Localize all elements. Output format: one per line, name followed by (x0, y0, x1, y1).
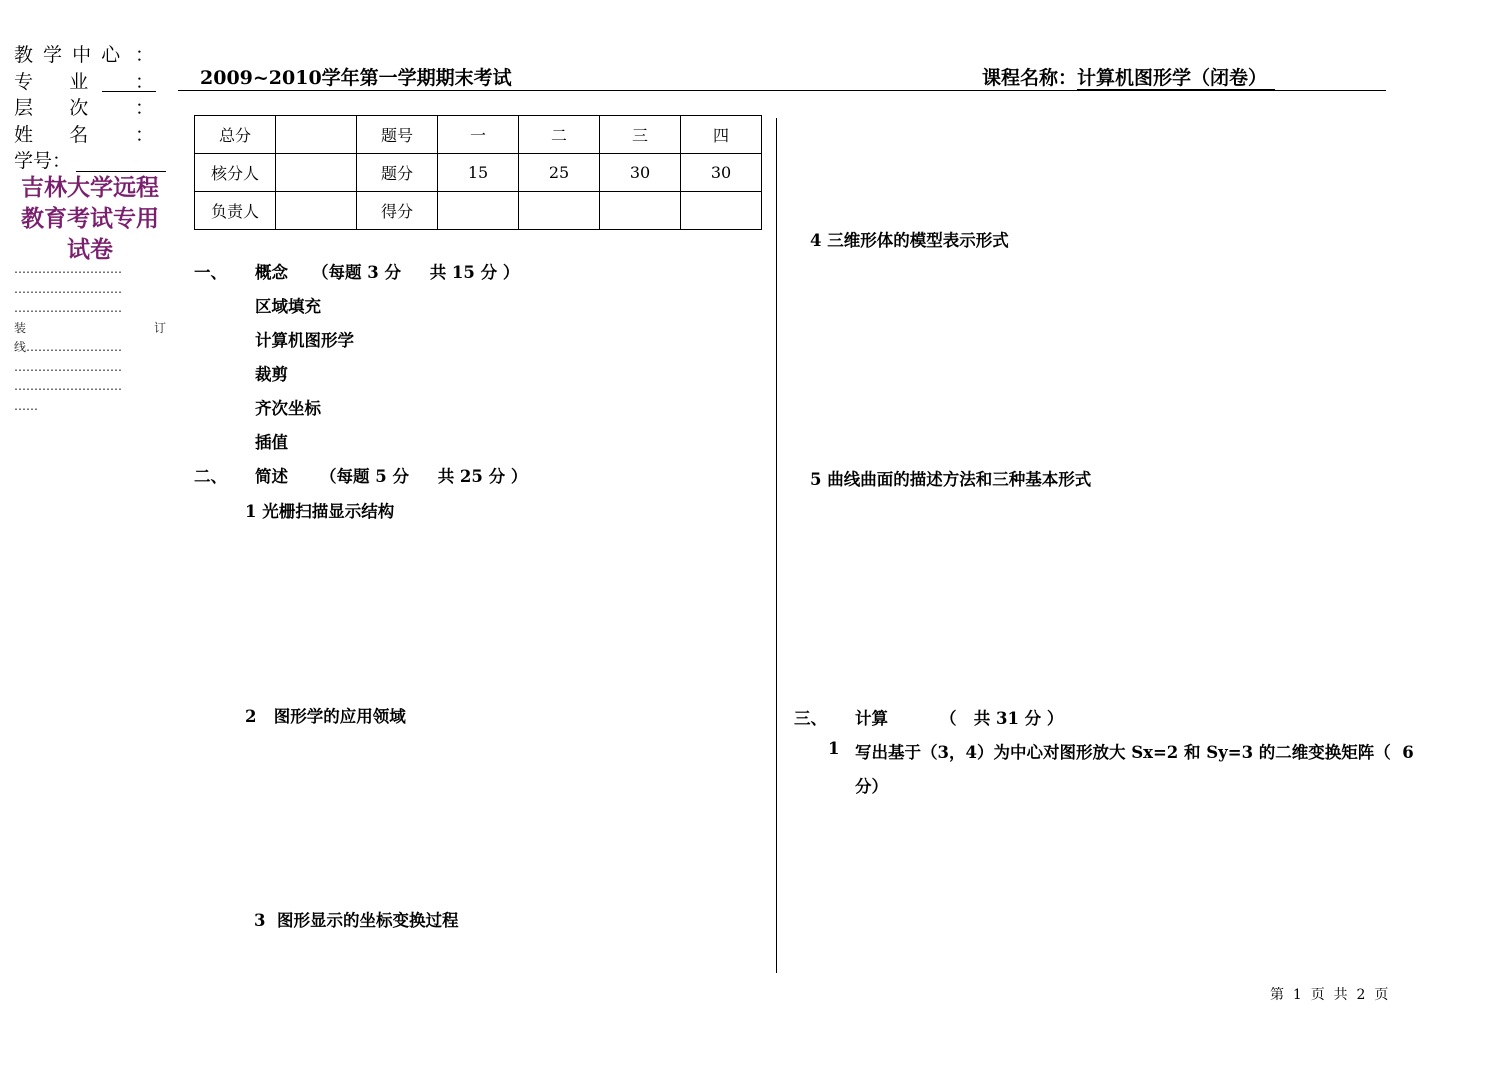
section3-title: 计算 (855, 709, 888, 728)
field-name: 姓 名 ： (14, 123, 154, 146)
question-item: 2 图形学的应用领域 (245, 707, 406, 726)
calc-question-number: 1 (828, 739, 840, 758)
concept-item: 区域填充 (255, 297, 321, 316)
section3-number: 三、 (794, 709, 827, 728)
question-item: 5 曲线曲面的描述方法和三种基本形式 (810, 470, 1092, 489)
page-number: 第 1 页 共 2 页 (1270, 987, 1389, 1003)
concept-item: 计算机图形学 (255, 331, 354, 350)
calc-question-text: 写出基于（3，4）为中心对图形放大 Sx=2 和 Sy=3 的二维变换矩阵（ 6 (855, 743, 1414, 762)
section2-title: 简述 (255, 467, 288, 486)
course-name: 课程名称：计算机图形学（闭卷） (982, 63, 1275, 90)
exam-title: 2009~2010学年第一学期期末考试 (200, 67, 512, 89)
concept-item: 齐次坐标 (255, 399, 321, 418)
field-level: 层 次 ： (14, 97, 154, 119)
question-item: 4 三维形体的模型表示形式 (810, 231, 1009, 250)
binding-sidebar (14, 42, 166, 413)
question-item: 1 光栅扫描显示结构 (245, 502, 395, 521)
section3-score: （ 共 31 分 ） (940, 709, 1064, 728)
section1-title: 概念 (255, 263, 288, 282)
section1-score: （每题 3 分 共 15 分 ） (312, 263, 520, 282)
field-major: 专 业 ： (14, 70, 154, 93)
concept-item: 插值 (255, 433, 288, 452)
field-teaching-center: 教 学 中 心 ： (14, 44, 154, 66)
field-student-id: 学号： (14, 148, 166, 175)
calc-question-text-cont: 分） (855, 777, 888, 796)
score-table (194, 115, 762, 230)
column-divider (776, 118, 777, 973)
section2-score: （每题 5 分 共 25 分 ） (320, 467, 528, 486)
table-row: 负责人 得分 (195, 192, 762, 230)
question-item: 3 图形显示的坐标变换过程 (254, 911, 459, 930)
table-row: 总分 题号 一 二 三 四 (195, 116, 762, 154)
binding-dotted-line: ……………………… ……………………… ……………………… 装 订 线…………………… ……………………… ……………………… …… (14, 262, 166, 413)
header-divider (178, 90, 1386, 91)
binding-label-row: 装 订 (14, 320, 166, 335)
table-row: 核分人 题分 15 25 30 30 (195, 154, 762, 192)
section1-number: 一、 (194, 263, 227, 282)
section2-number: 二、 (194, 467, 227, 486)
school-title: 吉林大学远程 教育考试专用 试卷 (21, 174, 159, 263)
concept-item: 裁剪 (255, 365, 288, 384)
